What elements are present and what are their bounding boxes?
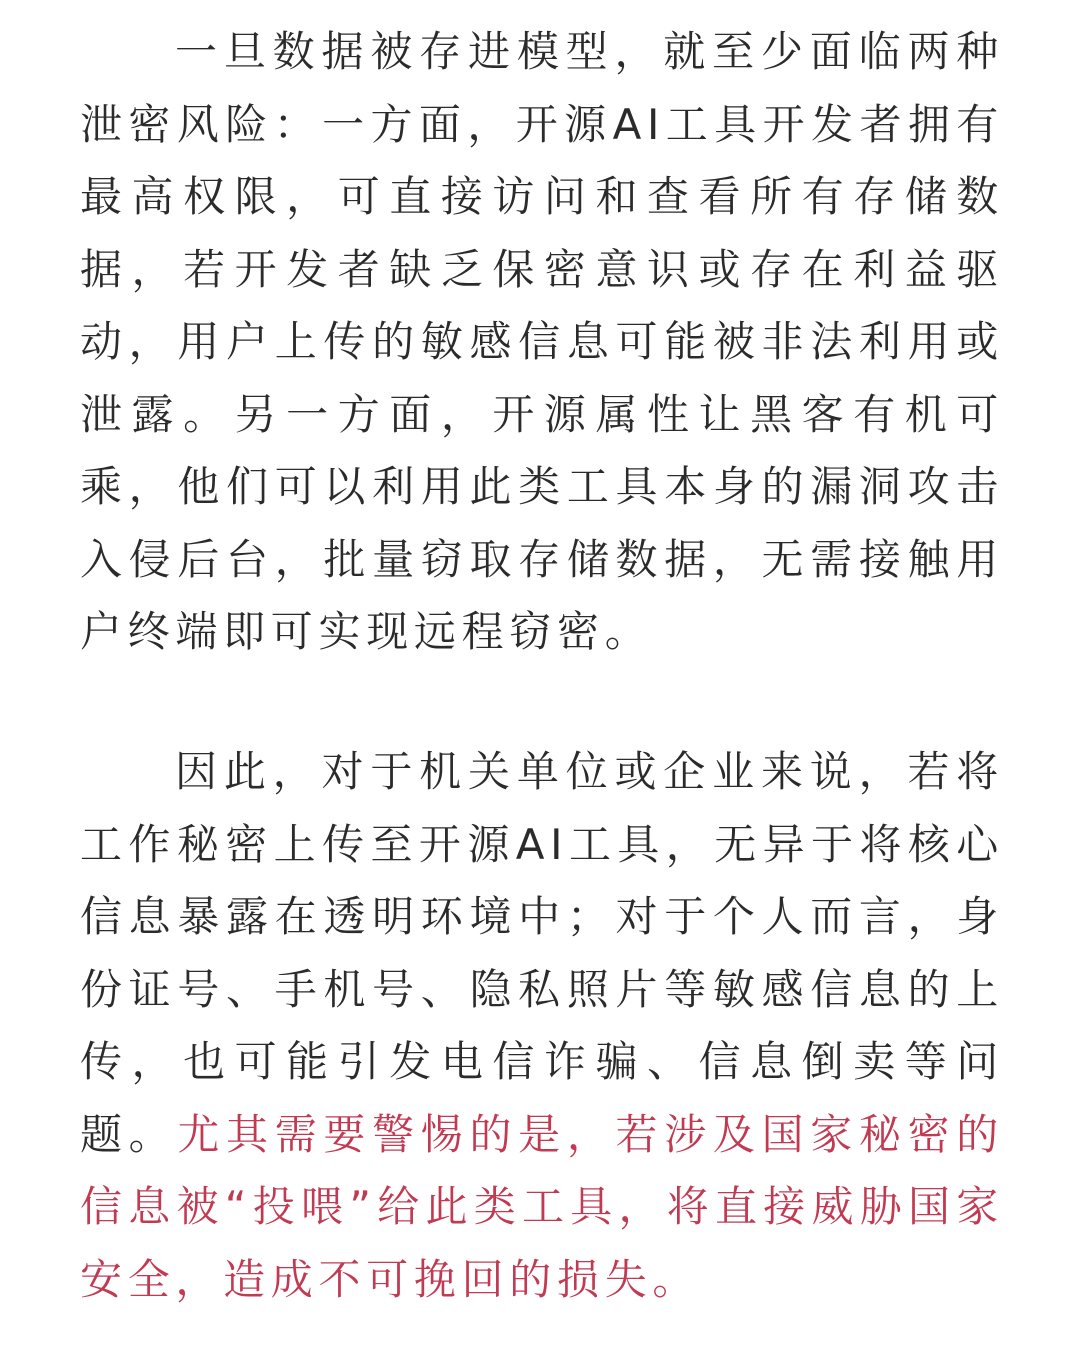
paragraph-data-leak-risks [80,16,1004,669]
highlighted-warning-text: 尤其需要警惕的是，若涉及国家秘密的信息被“投喂”给此类工具，将直接威胁国家安全，造成不可挽回的损失。 [80,1109,1004,1304]
paragraph-1-text: 一旦数据被存进模型，就至少面临两种泄密风险：一方面，开源AI工具开发者拥有最高权限，可直接访问和查看所有存储数据，若开发者缺乏保密意识或存在利益驱动，用户上传的敏感信息可能被非法利用或泄露。另一方面，开源属性让黑客有机可乘，他们可以利用此类工具本身的漏洞攻击入侵后台，批量窃取存储数据，无需接触用户终端即可实现远程窃密。 [80,27,1004,656]
paragraph-consequences [80,736,1004,1316]
paragraph-2-text: 因此，对于机关单位或企业来说，若将工作秘密上传至开源AI工具，无异于将核心信息暴露在透明环境中；对于个人而言，身份证号、手机号、隐私照片等敏感信息的上传，也可能引发电信诈骗、信息倒卖等问题。 [80,747,1004,1159]
